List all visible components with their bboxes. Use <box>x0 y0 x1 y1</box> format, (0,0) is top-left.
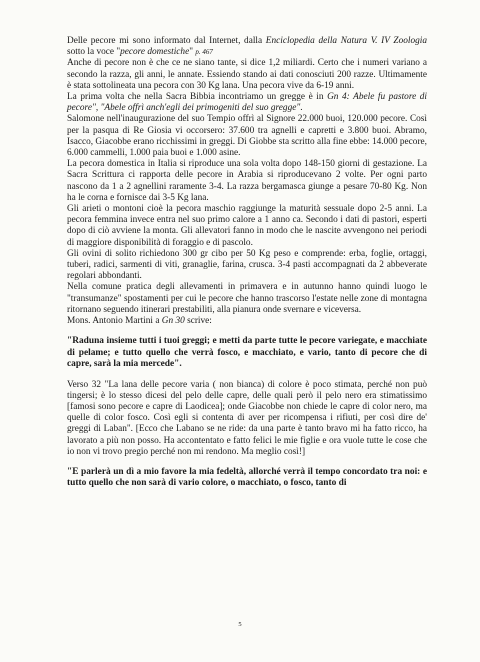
paragraph-transhumance: Nella comune pratica degli allevamenti in primavera e in autunno hanno quindi luogo le "transumanze" spostamenti per cui le pecore che hanno trascorso l'estate nelle zone di montagna ritornano seguendo itinerari prestabiliti, alla pianura onde svernare e viceversa. <box>67 282 427 315</box>
source-entry: pecore domestiche <box>120 47 190 58</box>
quote-fidelity: "E parlerà un dì a mio favore la mia fedeltà, allorché verrà il tempo concordato tra noi: e tutto quello che non sarà di vario colore, o macchiato, o fosco, tanto di <box>67 466 427 489</box>
bible-quote: Gn 4: Abele fu pastore di pecore", "Abele offrì anch'egli dei primogeniti del suo gregge" <box>67 92 428 114</box>
paragraph-verse-32: Verso 32 "La lana delle pecore varia ( non bianca) di colore è poco stimata, perché non può tingersi; è lo stesso dicesi del pelo delle capre, delle quali però il pelo nero era stimatissimo [famosi sono pecore e capre di Laodicea]; onde Giacobbe non chiede le capre di color nero, ma quelle di color fosco. Così egli si contenta di aver per ricompensa i rifiuti, per così dire de' greggi di Laban". [Ecco che Labano se ne ride: da una parte è tanto bravo mi ha fatto ricco, ha lavorato a più non posso. Ha accontentato e fatto felici le mie figlie e ora vuole tutte le cose che io non vi trovo pregio perché non mi rendono. Ma meglio così!] <box>67 379 427 457</box>
paragraph-feeding: Gli ovini di solito richiedono 300 gr cibo per 50 Kg peso e comprende: erba, foglie, ortaggi, tuberi, radici, sarmenti di viti, granaglie, farina, crusca. 3-4 pasti accompagnati da 2 abbeverate regolari abbondanti. <box>67 248 427 282</box>
paragraph-source <box>67 36 427 58</box>
spacer <box>67 371 427 380</box>
paragraph-reproduction: La pecora domestica in Italia si riproduce una sola volta dopo 148-150 giorni di gestazione. La Sacra Scrittura ci rapporta delle pecore in Arabia si riproducevano 2 volte. Per ogni parto nascono da 1 a 2 agnellini raramente 3-4. La razza bergamasca giunge a pesare 70-80 Kg. Non ha le corna e fornisce dai 3-5 Kg lana. <box>67 159 427 203</box>
spacer <box>67 458 427 467</box>
source-encyclopedia: Enciclopedia della Natura V. IV Zoologia <box>265 36 427 46</box>
source-text-2: sotto la voce " <box>67 47 121 58</box>
paragraph-bible <box>67 92 427 114</box>
quote-genesis-30: "Raduna insieme tutti i tuoi greggi; e metti da parte tutte le pecore variegate, e macchiate di pelame; e tutto quello che verrà fosco, e macchiato, e vario, tanto di pecore che di capre, sarà la mia mercede". <box>67 336 427 370</box>
paragraph-rams: Gli arieti o montoni cioè la pecora maschio raggiunge la maturità sessuale dopo 2-5 anni. La pecora femmina invece entra nel suo primo calore a 1 anno ca. Secondo i dati di pastori, esperti dopo di ciò avviene la monta. Gli allevatori fanno in modo che le nascite avvengono nei periodi di maggiore disponibilità di foraggio e di pascolo. <box>67 204 427 248</box>
spacer <box>67 327 427 336</box>
page-number: 5 <box>238 621 242 628</box>
source-page-ref: p. 467 <box>195 48 213 57</box>
paragraph-population: Anche di pecore non è che ce ne siano tante, si dice 1,2 miliardi. Certo che i numeri variano a secondo la razza, gli anni, le annate. Essiendo stando ai dati conosciuti 200 razze. Ultimamente è stata sottolineata una pecora con 30 Kg lana. Una pecora vive da 6-19 anni. <box>67 58 427 91</box>
paragraph-martini <box>67 316 427 327</box>
bible-text-end: . <box>300 103 303 114</box>
source-text-3: " <box>189 47 196 58</box>
martini-text: Mons. Antonio Martini a <box>67 316 162 327</box>
paragraph-salomone: Salomone nell'inaugurazione del suo Tempio offrì al Signore 22.000 buoi, 120.000 pecore. Così per la pasqua di Re Giosia vi occorsero: 37.600 tra agnelli e capretti e 3.800 buoi. Abramo, Isacco, Giacobbe erano ricchissimi in greggi. Di Giobbe sta scritto alla fine ebbe: 14.000 pecore, 6.000 cammelli, 1.000 paia buoi e 1.000 asine. <box>67 114 427 159</box>
source-text: Delle pecore mi sono informato dal Internet, dalla <box>67 36 266 46</box>
martini-ref: Gn 30 <box>161 316 185 327</box>
page-body <box>67 36 427 490</box>
bible-text: La prima volta che nella Sacra Bibbia incontriamo un gregge è in <box>67 92 328 103</box>
martini-text-end: scrive: <box>184 316 212 327</box>
